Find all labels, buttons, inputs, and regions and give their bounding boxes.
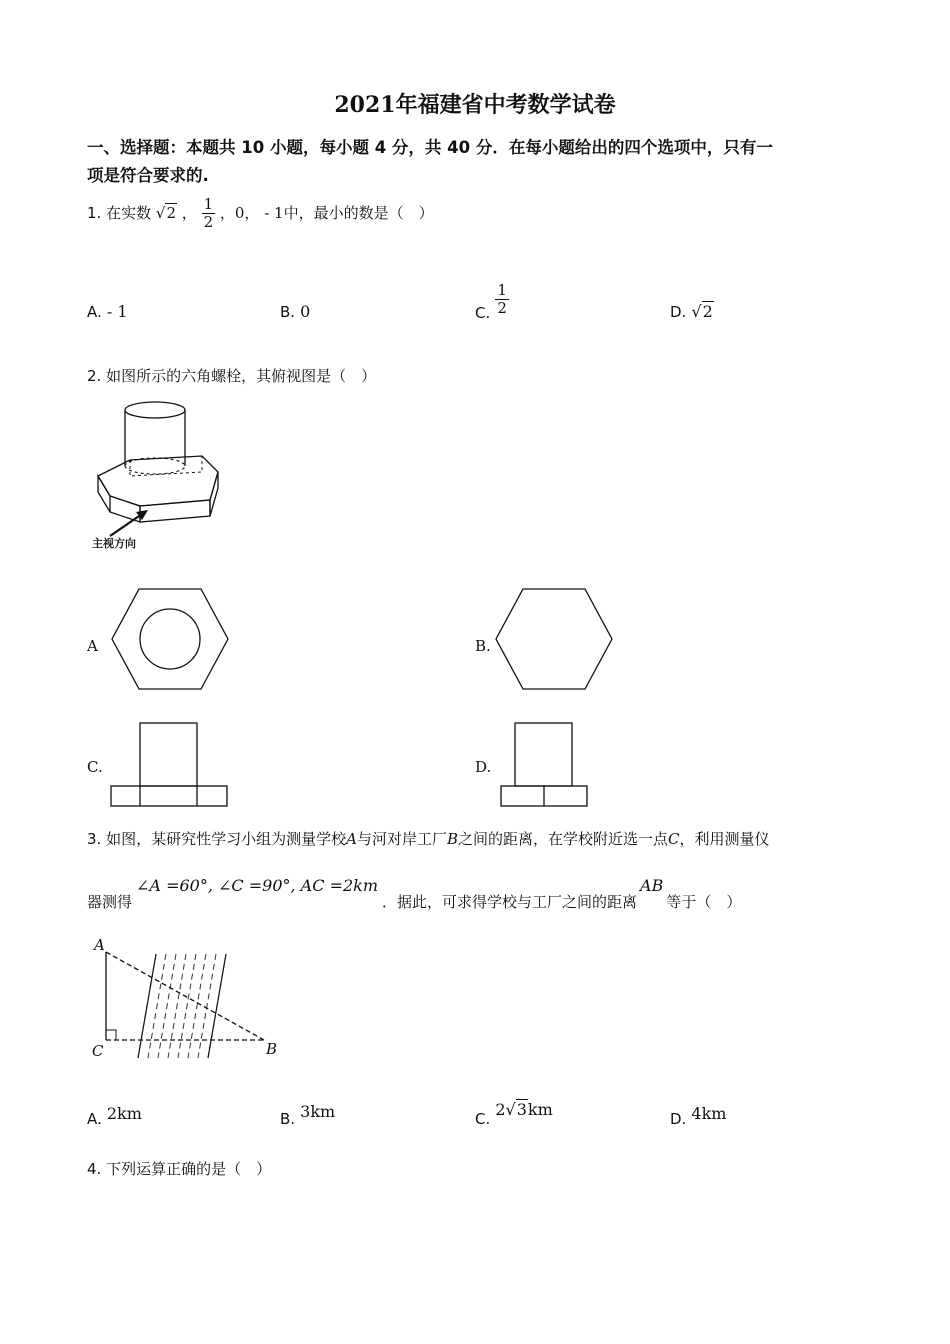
q3-option-c-letter: C. <box>475 1110 491 1128</box>
section-heading-line1: 一、选择题：本题共 10 小题，每小题 4 分，共 40 分．在每小题给出的四个选项中，只有一 <box>87 138 773 157</box>
q1-sqrt-radicand: 2 <box>166 204 176 222</box>
q3-triangle-figure <box>86 932 286 1064</box>
hex-bolt-figure <box>90 400 230 560</box>
q3-option-d-letter: D. <box>670 1110 687 1128</box>
q1-option-c[interactable] <box>475 282 509 322</box>
q2-option-d-figure[interactable] <box>498 720 590 810</box>
question-1-stem <box>87 196 434 231</box>
q1-option-d-letter: D. <box>670 303 687 321</box>
q3-text-a: 3. 如图，某研究性学习小组为测量学校 <box>87 830 347 848</box>
section-heading-line2: 项是符合要求的. <box>87 166 209 185</box>
q3-option-a-letter: A. <box>87 1110 102 1128</box>
q3-text-d: ，利用测量仪 <box>679 830 770 848</box>
q2-option-c-figure[interactable] <box>108 720 230 810</box>
cylinder-top <box>125 402 185 418</box>
q3-formula: ∠A =60°, ∠C =90°, AC =2km <box>136 876 379 895</box>
q3-option-b[interactable] <box>280 1102 335 1128</box>
question-3-stem-line1 <box>87 828 770 849</box>
q3-option-c-sqrt: √3 <box>505 1100 527 1119</box>
q1-suffix: 中，最小的数是（ ） <box>283 204 434 222</box>
q1-option-b-letter: B. <box>280 303 296 321</box>
q1-option-c-num: 1 <box>497 281 507 299</box>
cylinder-bottom <box>125 466 185 474</box>
q1-fraction <box>202 196 216 231</box>
q1-option-a-value: - 1 <box>106 302 128 321</box>
q3-text-g: 等于（ ） <box>666 893 742 911</box>
q1-option-a-letter: A. <box>87 303 102 321</box>
section-heading <box>87 134 867 190</box>
q3-option-c-radicand: 3 <box>516 1100 527 1119</box>
question-3-stem-line2 <box>87 876 741 912</box>
hex-nut-left-faces <box>98 476 140 522</box>
side-ab <box>106 952 264 1040</box>
q1-sqrt: √2 <box>155 204 176 222</box>
q1-option-b[interactable] <box>280 302 310 321</box>
q1-option-a[interactable] <box>87 302 128 321</box>
q3-point-c: C <box>668 830 680 848</box>
q1-frac-den: 2 <box>203 213 214 231</box>
q1-neg-one: - 1 <box>264 204 284 222</box>
river-hatching <box>138 954 226 1058</box>
hex-nut-right-face <box>210 472 218 516</box>
q2-option-a-circle <box>140 609 200 669</box>
q2-option-a-letter: A <box>87 637 98 655</box>
q3-text-e: 器测得 <box>87 893 133 911</box>
question-4-stem: 4. 下列运算正确的是（ ） <box>87 1160 272 1178</box>
view-direction-caption: 主视方向 <box>92 537 136 550</box>
q2-option-b-figure[interactable] <box>492 585 616 693</box>
right-angle-mark <box>106 1030 116 1040</box>
q1-option-d[interactable] <box>670 302 714 321</box>
q3-text-c: 之间的距离，在学校附近选一点 <box>457 830 668 848</box>
q3-option-a-value: 2km <box>106 1104 142 1123</box>
q1-prefix: 1. 在实数 <box>87 204 152 222</box>
q3-option-c-coef: 2 <box>495 1100 506 1119</box>
q1-sep: ， <box>181 204 197 222</box>
q1-mid: ，0， <box>219 204 260 222</box>
q1-option-c-fraction <box>495 282 509 317</box>
q1-frac-num: 1 <box>203 195 214 213</box>
q2-option-b-letter: B. <box>475 637 491 655</box>
q3-option-c[interactable] <box>475 1100 553 1128</box>
label-c: C <box>92 1042 104 1060</box>
q1-option-c-den: 2 <box>497 299 507 317</box>
q3-option-c-unit: km <box>527 1100 553 1119</box>
q3-option-d[interactable] <box>670 1104 726 1128</box>
q1-option-c-letter: C. <box>475 304 491 322</box>
q3-option-d-value: 4km <box>691 1104 727 1123</box>
hex-nut-front-face <box>140 500 210 522</box>
q3-option-a[interactable] <box>87 1104 142 1128</box>
q1-option-b-value: 0 <box>300 302 311 321</box>
question-2-stem: 2. 如图所示的六角螺栓，其俯视图是（ ） <box>87 367 377 385</box>
q2-option-a-figure[interactable] <box>108 585 232 693</box>
q3-option-b-value: 3km <box>300 1102 336 1121</box>
q2-option-c-letter: C. <box>87 758 103 776</box>
q3-option-b-letter: B. <box>280 1110 296 1128</box>
q3-point-b: B <box>446 830 458 848</box>
label-b: B <box>266 1040 278 1058</box>
q3-text-f: ．据此，可求得学校与工厂之间的距离 <box>382 893 638 911</box>
q3-ab: AB <box>640 876 664 895</box>
page-title: 2021年福建省中考数学试卷 <box>334 92 616 118</box>
q2-option-d-letter: D. <box>475 758 492 776</box>
label-a: A <box>94 936 105 954</box>
q1-option-d-radicand: 2 <box>702 302 713 321</box>
q1-option-d-sqrt: √2 <box>691 302 713 321</box>
q3-text-b: 与河对岸工厂 <box>356 830 447 848</box>
q3-point-a: A <box>346 830 357 848</box>
